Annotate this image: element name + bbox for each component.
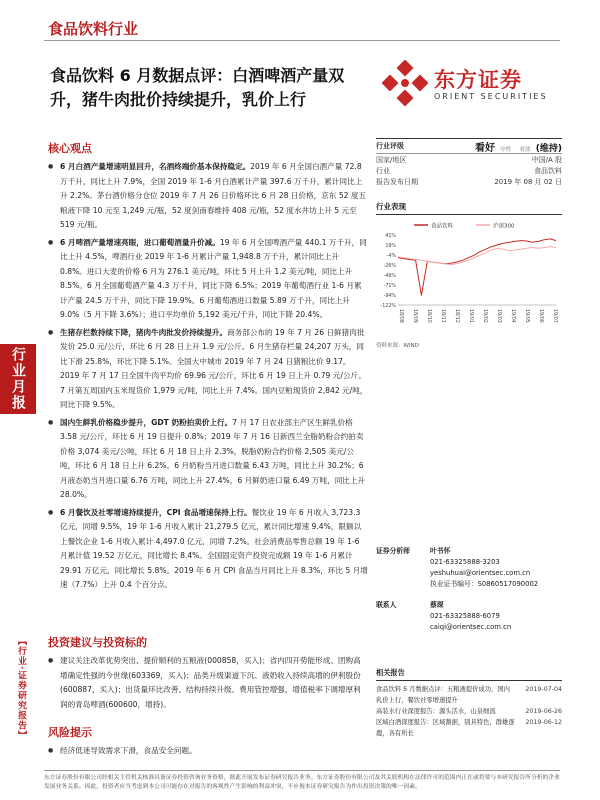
industry-label: 食品饮料行业	[48, 20, 139, 38]
y-tick-label: 41%	[385, 234, 396, 239]
report-category-vertical: 【行业·证券研究报告】	[16, 636, 26, 741]
performance-heading: 行业表现	[376, 201, 562, 215]
x-tick-label: 19/05	[524, 309, 529, 323]
core-view-item: ● 生猪存栏数持续下降，猪肉牛肉批发价持续提升。商务部公布的 19 年 7 月 26 日鲜猪肉批发价 25.0 元/公斤，环比 6 月 28 日上升 1.9 元/公斤。6 月生猪存栏量 24,207 万头，同比下滑 25.8%，环比下降 5.1%。全国大中城市 2019 年 7 月 24 日猪粮比价 9.17。2019 年 7 月 17 日全国牛肉平均价 69.96 元/公斤，环比 6 月 19 日上升 0.79 元/公斤。7 月第五周国内玉米现货价 1,979 元/吨，同比上升 7.4%。国内豆粕现货价 2,842 元/吨，同比下降 9.5%。	[48, 326, 368, 413]
rating-note: (维持)	[535, 143, 562, 154]
company-logo	[382, 60, 562, 112]
investment-heading: 投资建议与投资标的	[48, 636, 147, 649]
core-view-item: ● 6 月啤酒产量增速亮眼，进口葡萄酒量升价减。19 年 6 月全国啤酒产量 440.1 万千升，同比上升 4.5%，啤酒行业 2019 年 1-6 月累计产量 1,948.8 万千升，累计同比上升 0.8%。进口大麦的价格 6 月为 276.1 美元/吨，环比 5 月上升 1.2 美元/吨，同比上升 8.5%。6 月全国葡萄酒产量 4.3 万千升，同比下降 6.5%；2019 年葡萄酒行业 1-6 月累计产量 24.5 万千升，同比下降 19.9%。6 月葡萄酒进口数量 5.89 万千升，同比上升 9.0%（5 月下降 3.6%）；进口平均单价 5,192 美元/千升，同比下降 20.4%。	[48, 236, 368, 323]
logo-name: 东方证券	[434, 68, 522, 92]
disclaimer-footer: 东方证券股份有限公司经相关主管机关核准具备证券投资咨询业务资格，据此开展发布证券研究报告业务。东方证券股份有限公司及其关联机构在法律许可的范围内正在或将要与本研究报告所分析的企业发展业务关系。因此，投资者应当考虑到本公司可能存在对报告的客观性产生影响的利益冲突，不应视本证券研究报告为作出投资决策的唯一因素。	[44, 770, 560, 792]
core-view-item: ● 6 月餐饮及社零增速持续提升，CPI 食品增速保持上行。餐饮业 19 年 6 月收入 3,723.3 亿元，同增 9.5%，19 年 1-6 月收入累计 21,279.5 亿元，累计同比增速 9.4%，限额以上餐饮企业 1-6 月收入累计 4,497.0 亿元，同增 7.2%。社会消费品零售总额 19 年 1-6 月累计值 19.52 万亿元，同比增长 8.4%。全国固定资产投资完成额 19 年 1-6 月累计 29.91 万亿元，同比增长 5.8%。2019 年 6 月 CPI 食品当月同比上升 8.3%，环比 5 月增速（7.7%）上升 0.4 个百分点。	[48, 506, 368, 593]
x-tick-label: 19/07	[552, 309, 557, 323]
chart-source: 资料来源：WIND	[376, 343, 419, 349]
contact-row: 联系人 蔡琛	[376, 601, 444, 609]
report-type-tab: 行业月报	[0, 344, 36, 414]
core-view-heading: 核心观点	[48, 142, 92, 155]
risk-heading: 风险提示	[48, 726, 92, 739]
core-view-item: ● 国内生鲜乳价格稳步提升，GDT 奶粉拍卖价上行。7 月 17 日农业部主产区生鲜乳价格 3.58 元/公斤，环比 6 月 19 日提升 0.8%；2019 年 7 月 16 日新西兰全脂奶粉合约拍卖价格 3,074 美元/公吨，环比 6 月 18 日上升 2.3%，脱脂奶粉合约价格 2,505 美元/公吨，环比 6 月 18 日上升 6.2%。6 月奶粉当月进口数量 6.43 万吨，同比上升 30.2%；6 月液态奶当月进口量 6.76 万吨，同比上升 27.4%，6 月鲜奶进口量 6.49 万吨，同比上升 28.0%。	[48, 416, 368, 503]
investment-item: ● 建议关注改革优势突出、提价顺利的五粮液(000858，买入)；省内四开势能形成、团购高增确定性强的今世缘(603369，买入)；品类升级渠道下沉、液奶收入持续高增的伊利股份(600887，买入)；出货量环比改善、结构持续升级、费用管控增强、增值税率下调增厚利润的青岛啤酒(600600，增持)。	[48, 654, 368, 712]
info-row: 国家/地区 中国/A 股	[376, 155, 562, 164]
analyst-info	[376, 546, 562, 633]
info-sidebar	[376, 138, 562, 349]
related-report-item[interactable]: 高装水行业深度报告：源头活水，山泉细流 2019-06-26	[376, 708, 562, 715]
contact-phone: 021-63325888-6079	[430, 612, 500, 620]
y-tick-label: -26%	[383, 264, 396, 269]
x-tick-label: 19/04	[510, 309, 515, 323]
x-tick-label: 18/08	[398, 309, 403, 323]
x-tick-label: 19/01	[468, 309, 473, 323]
header-divider	[44, 40, 560, 41]
risk-item: ● 经济低迷导致需求下滑，食品安全问题。	[48, 744, 368, 759]
x-tick-label: 19/06	[538, 309, 543, 323]
analyst-email[interactable]: yeshuhuai@orientsec.com.cn	[430, 569, 531, 577]
analyst-cert: 执业证书编号：S0860517090002	[430, 580, 539, 588]
x-tick-label: 18/12	[454, 309, 459, 323]
performance-chart-svg	[376, 219, 562, 339]
logo-emblem-icon	[382, 60, 428, 106]
core-view-list	[48, 160, 368, 596]
y-tick-label: -122%	[380, 304, 396, 309]
x-tick-label: 18/11	[440, 309, 445, 323]
rating-row	[376, 138, 562, 154]
rating-option-bearish: 看淡	[519, 146, 531, 153]
related-report-item[interactable]: 食品饮料 5 月数据点评：五粮液提价成功，国内乳价上行，餐饮社零增速提升 2019-07-04	[376, 686, 562, 704]
x-tick-label: 18/09	[412, 309, 417, 323]
core-view-item: ● 6 月白酒产量增速明显回升，名酒终端价基本保持稳定。2019 年 6 月全国白酒产量 72.8 万千升，同比上升 7.9%，全国 2019 年 1-6 月白酒累计产量 397.6 万千升，累计同比上升 2.2%。茅台酒价格分仓位 2019 年 7 月 26 日价格环比 6 月 28 日价格，京东 52 度五粮液下降 10 元至 1,249 元/瓶，52 度剑南春维持 408 元/瓶，52 度水井坊上升 5 元至 519 元/瓶。	[48, 160, 368, 233]
legend-label: 食品饮料	[431, 223, 454, 230]
y-tick-label: -94%	[383, 294, 396, 299]
related-report-item[interactable]: 区域白酒深度报告：区域割据，别具特色，群雄逐鹿，各有所长 2019-06-12	[376, 719, 562, 737]
analyst-row: 证券分析师 叶书怀	[376, 547, 451, 555]
rating-value: 看好	[475, 142, 496, 154]
analyst-phone: 021-63325888-3203	[430, 558, 500, 566]
risk-list	[48, 744, 368, 759]
legend-label: 沪深300	[493, 223, 515, 230]
x-tick-label: 18/10	[426, 309, 431, 323]
report-title: 食品饮料 6 月数据点评：白酒啤酒产量双升，猪牛肉批价持续提升，乳价上行	[50, 66, 345, 109]
y-tick-label: -71%	[383, 284, 396, 289]
rating-label: 行业评级	[376, 142, 404, 150]
y-tick-label: -4%	[386, 254, 396, 259]
related-heading: 相关报告	[376, 668, 562, 681]
series-line-沪深300	[398, 247, 556, 265]
x-tick-label: 19/02	[482, 309, 487, 323]
investment-list	[48, 654, 368, 712]
rating-option-neutral: 中性	[500, 146, 512, 153]
x-tick-label: 19/03	[496, 309, 501, 323]
contact-email[interactable]: caiqi@orientsec.com.cn	[430, 623, 512, 631]
info-row: 行业 食品饮料	[376, 166, 562, 175]
related-reports	[376, 668, 562, 739]
performance-chart	[376, 219, 562, 339]
logo-english: ORIENT SECURITIES	[434, 92, 548, 101]
y-tick-label: -49%	[383, 274, 396, 279]
info-row: 报告发布日期 2019 年 08 月 02 日	[376, 177, 562, 186]
y-tick-label: 19%	[385, 244, 396, 249]
